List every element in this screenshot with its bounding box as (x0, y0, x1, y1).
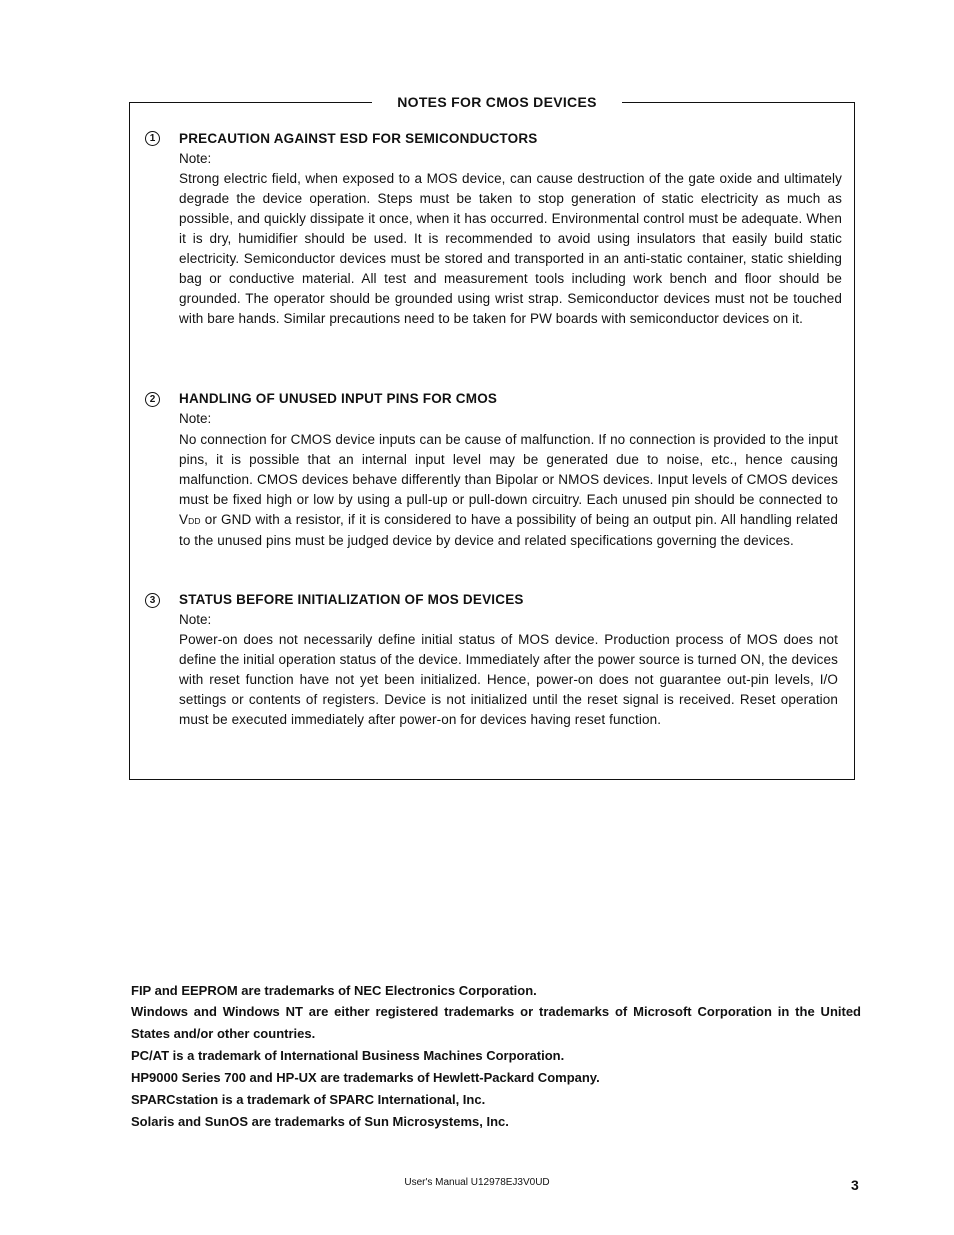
trademark-line: PC/AT is a trademark of International Business Machines Corporation. (131, 1048, 565, 1063)
body-text: or GND with a resistor, if it is considered to have a possibility of being an output pin. All handling related to the unused pins must be judged device by device and related specifications governing the devices. (179, 512, 838, 548)
section-title: PRECAUTION AGAINST ESD FOR SEMICONDUCTORS (179, 131, 538, 146)
section-number-badge: 1 (145, 131, 160, 146)
section-number-badge: 2 (145, 392, 160, 407)
footer-manual-id: User's Manual U12978EJ3V0UD (404, 1177, 550, 1188)
section-title: HANDLING OF UNUSED INPUT PINS FOR CMOS (179, 391, 498, 406)
section-note-label: Note: (179, 151, 212, 166)
body-text: No connection for CMOS device inputs can be cause of malfunction. If no connection is provided to the input pins, it is possible that an internal input level may be generated due to noise, etc., hence causing malfunction. CMOS devices behave differently than Bipolar or NMOS devices. Input levels of CMOS devices must be fixed high or low by using a pull-up or pull-down circuitry. Each unused pin should be connected to V (179, 432, 838, 527)
trademark-line: SPARCstation is a trademark of SPARC International, Inc. (131, 1092, 486, 1107)
page-number: 3 (851, 1177, 859, 1193)
notes-box-title: NOTES FOR CMOS DEVICES (372, 92, 622, 112)
trademark-line: HP9000 Series 700 and HP-UX are trademarks of Hewlett-Packard Company. (131, 1070, 600, 1085)
vdd-subscript: DD (188, 516, 201, 526)
section-body: Power-on does not necessarily define initial status of MOS device. Production process of MOS does not define the initial operation status of the device. Immediately after the power source is turned ON, the devices with reset function have not yet been initialized. Hence, power-on does not guarantee out-pin levels, I/O settings or contents of registers. Device is not initialized until the reset signal is received. Reset operation must be executed immediately after power-on for devices having reset function. (179, 632, 838, 727)
trademark-line: Solaris and SunOS are trademarks of Sun Microsystems, Inc. (131, 1114, 509, 1129)
section-body: Strong electric field, when exposed to a MOS device, can cause destruction of the gate oxide and ultimately degrade the device operation. Steps must be taken to stop generation of static electricity as much as possible, and quickly dissipate it once, when it has occurred. Environmental control must be adequate. When it is dry, humidifier should be used. It is recommended to avoid using insulators that easily build static electricity. Semiconductor devices must be stored and transported in an anti-static container, static shielding bag or conductive material. All test and measurement tools including work bench and floor should be grounded. The operator should be grounded using wrist strap. Semiconductor devices must not be touched with bare hands. Similar precautions need to be taken for PW boards with semiconductor devices on it. (179, 171, 842, 326)
section-note-label: Note: (179, 612, 212, 627)
section-note-label: Note: (179, 411, 212, 426)
section-title: STATUS BEFORE INITIALIZATION OF MOS DEVICES (179, 592, 524, 607)
trademark-line: Windows and Windows NT are either registered trademarks or trademarks of Microsoft Corporation in the United States and/or other countries. (131, 1004, 861, 1041)
section-body (179, 430, 838, 551)
trademark-line: FIP and EEPROM are trademarks of NEC Electronics Corporation. (131, 983, 537, 998)
section-number-badge: 3 (145, 593, 160, 608)
